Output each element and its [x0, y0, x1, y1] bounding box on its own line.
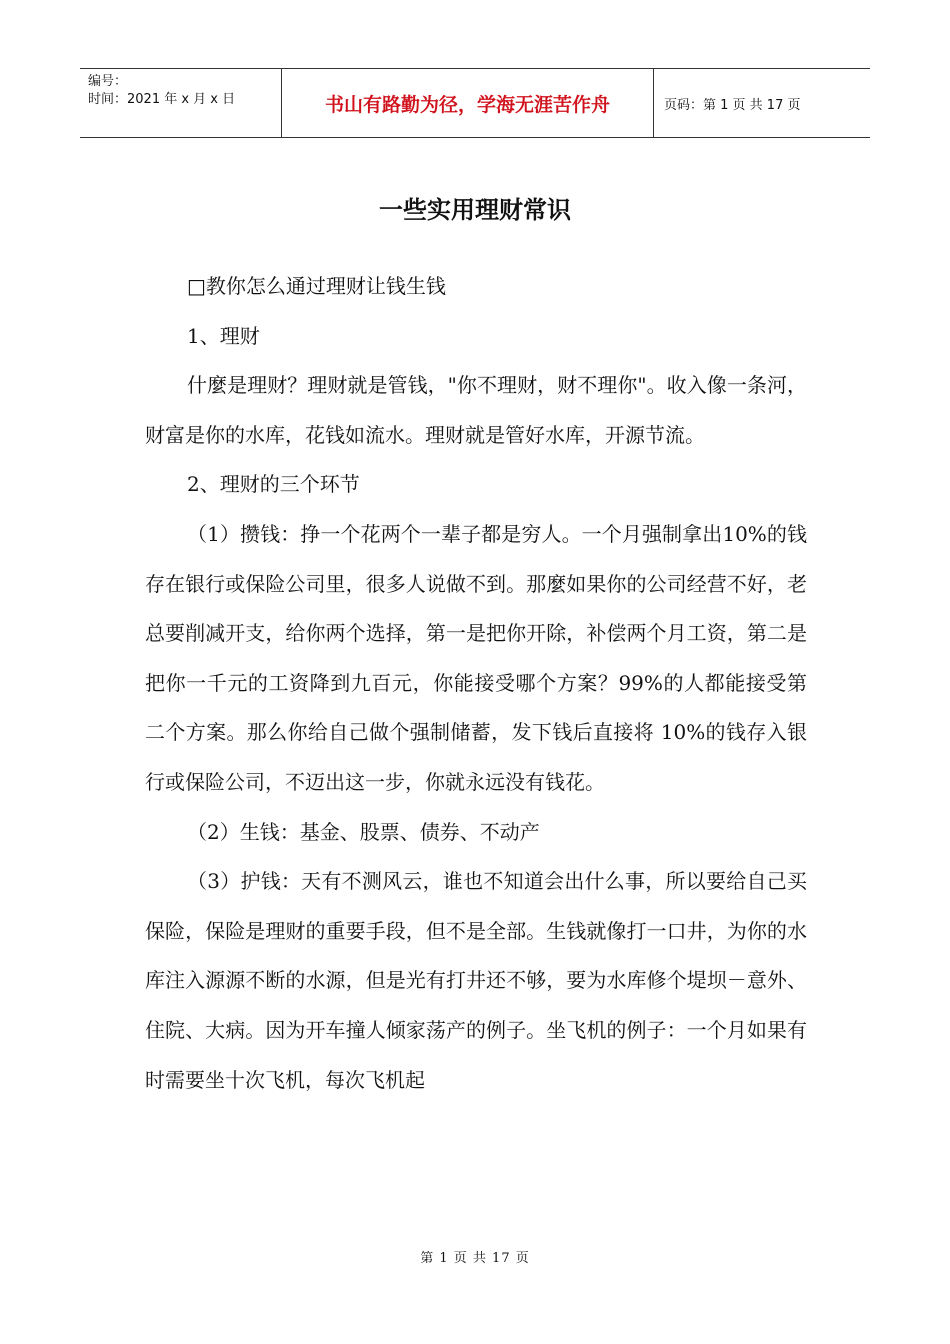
paragraph: （2）生钱：基金、股票、债券、不动产 — [187, 819, 540, 844]
number-label: 编号： — [88, 74, 128, 89]
paragraph: （1）攒钱：挣一个花两个一辈子都是穷人。一个月强制拿出10%的钱存在银行或保险公司里，很多人说做不到。那麼如果你的公司经营不好，老总要削减开支，给你两个选择，第一是把你开除，补偿两个月工资，第二是把你一千元的工资降到九百元，你能接受哪个方案？99%的人都能接受第二个方案。那么你给自己做个强制储蓄，发下钱后直接将 10%的钱存入银行或保险公司，不迈出这一步，你就永远没有钱花。 — [145, 521, 807, 794]
paragraph: （3）护钱：天有不测风云，谁也不知道会出什么事，所以要给自己买保险，保险是理财的重要手段，但不是全部。生钱就像打一口井，为你的水库注入源源不断的水源，但是光有打井还不够，要为水库修个堤坝－意外、住院、大病。因为开车撞人倾家荡产的例子。坐飞机的例子：一个月如果有时需要坐十次飞机，每次飞机起 — [145, 869, 807, 1092]
paragraph: 1、理财 — [187, 323, 260, 348]
document-body — [145, 262, 807, 1105]
page-footer: 第 1 页 共 17 页 — [420, 1251, 530, 1266]
header-motto: 书山有路勤为径，学海无涯苦作舟 — [282, 69, 654, 137]
document-title: 一些实用理财常识 — [379, 196, 571, 224]
header-meta — [80, 69, 282, 137]
paragraph: 什麼是理财？理财就是管钱，"你不理财，财不理你"。收入像一条河，财富是你的水库，花钱如流水。理财就是管好水库，开源节流。 — [145, 373, 807, 447]
time-label: 时间：2021 年 x 月 x 日 — [88, 92, 236, 107]
paragraph: □教你怎么通过理财让钱生钱 — [187, 274, 446, 298]
document-header — [80, 68, 870, 138]
header-page-info: 页码：第 1 页 共 17 页 — [664, 97, 801, 113]
paragraph: 2、理财的三个环节 — [187, 472, 360, 497]
